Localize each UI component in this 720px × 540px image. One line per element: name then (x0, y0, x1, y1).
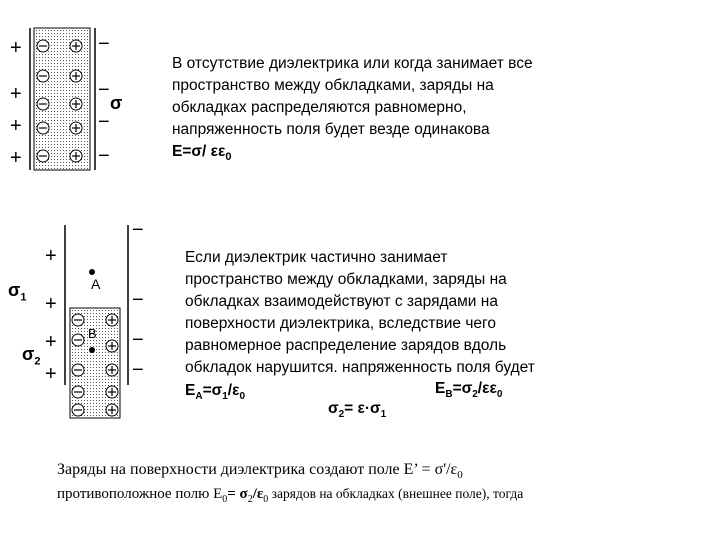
text-line: пространство между обкладками, заряды на (185, 271, 507, 288)
point-a (89, 269, 95, 275)
plus-charge: + (45, 245, 57, 267)
minus-charge: − (132, 289, 144, 311)
text-line: пространство между обкладками, заряды на (172, 77, 494, 94)
bottom-line-2: противоположное полю $E_0= \sigma_2/\varepsilon_0$ зарядов на обкладках (внешнее поле), тогда (57, 486, 524, 505)
text-line: обкладках распределяются равномерно, (172, 99, 467, 116)
plus-charge: + (45, 363, 57, 385)
point-b (89, 347, 95, 353)
minus-charge: − (132, 329, 144, 351)
formula-ea: $E_A=\sigma_1/\varepsilon_0$ (185, 382, 246, 403)
minus-charge: − (98, 33, 110, 55)
minus-charge: − (98, 111, 110, 133)
plus-charge: + (10, 37, 22, 59)
text-line: поверхности диэлектрика, вследствие чего (185, 315, 496, 332)
plus-charge: + (45, 293, 57, 315)
plus-charge: + (10, 83, 22, 105)
minus-charge: − (132, 220, 144, 241)
formula-eb: $E_B=\sigma_2/\varepsilon\varepsilon_0$ (435, 380, 503, 401)
sigma1-label: $\sigma_1$ (8, 280, 27, 304)
sigma2-label: $\sigma_2$ (22, 344, 41, 368)
bottom-line-1: Заряды на поверхности диэлектрика создают поле E’ = $\sigma'/\varepsilon_0$ (57, 461, 463, 482)
formula-sigma2: $\sigma_2= \varepsilon\cdot\sigma_1$ (328, 400, 387, 421)
sigma-label: σ (110, 93, 123, 113)
minus-charge: − (98, 79, 110, 101)
top-paragraph (172, 53, 533, 168)
minus-charge: − (98, 145, 110, 167)
middle-paragraph (185, 247, 535, 379)
plus-charge: + (10, 147, 22, 169)
point-a-label: A (91, 276, 101, 292)
text-line: напряженность поля будет везде одинакова (172, 121, 490, 138)
formula-e: E=σ/ $\varepsilon\varepsilon_0$ (172, 143, 232, 164)
text-line: Если диэлектрик частично занимает (185, 249, 448, 266)
capacitor-partial-dielectric-diagram (0, 220, 160, 425)
text-line: В отсутствие диэлектрика или когда занимает все (172, 55, 533, 72)
plus-charge: + (45, 331, 57, 353)
text-line: обкладках взаимодействуют с зарядами на (185, 293, 498, 310)
point-b-label: B (88, 326, 97, 341)
text-line: равномерное распределение зарядов вдоль (185, 337, 507, 354)
plus-charge: + (10, 115, 22, 137)
capacitor-full-dielectric-diagram (0, 0, 140, 175)
minus-charge: − (132, 359, 144, 381)
text-line: обкладок нарушится. напряженность поля будет (185, 359, 535, 376)
